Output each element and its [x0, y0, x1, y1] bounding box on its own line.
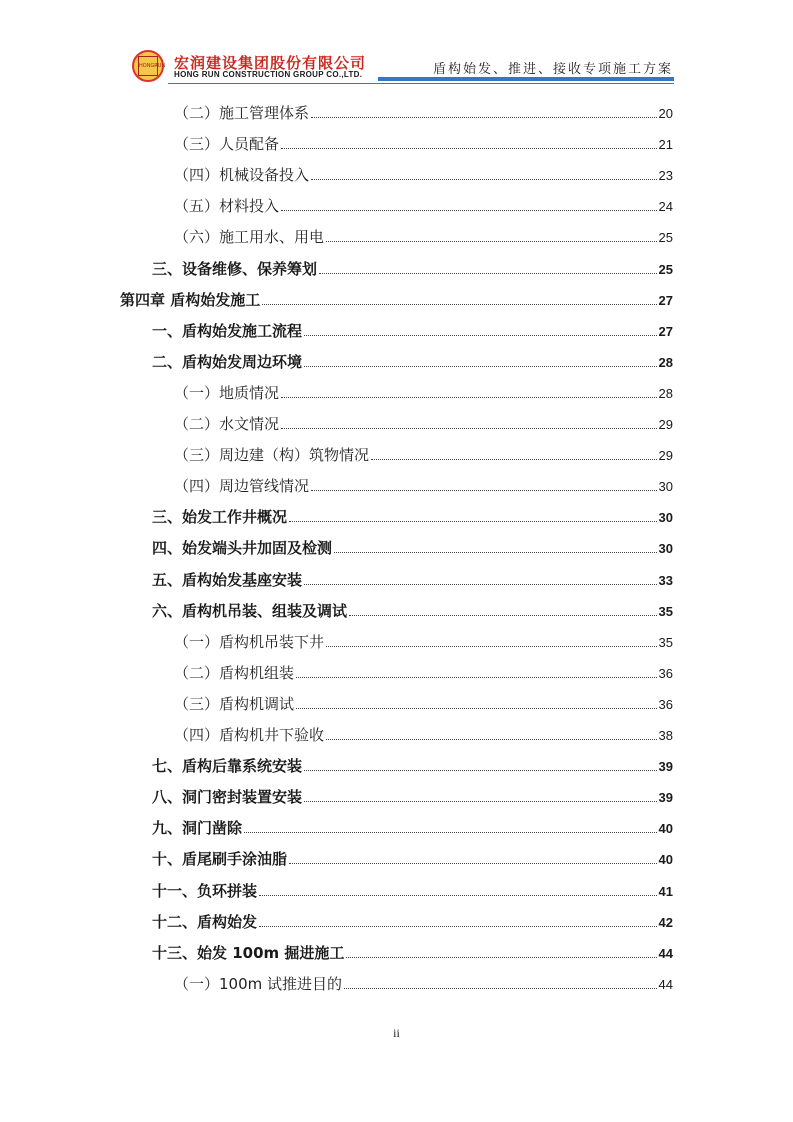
toc-entry[interactable] [0, 935, 793, 966]
toc-entry[interactable] [0, 313, 793, 344]
page-header [0, 0, 793, 100]
toc-entry[interactable] [0, 282, 793, 313]
toc-entry-label: 五、盾构始发基座安装 [152, 570, 303, 589]
toc-entry-line [152, 537, 673, 559]
toc-dot-leader [281, 210, 657, 211]
toc-entry-page: 44 [658, 945, 673, 961]
toc-entry[interactable] [0, 873, 793, 904]
toc-entry-label: （四）机械设备投入 [174, 166, 310, 185]
toc-entry-line [152, 786, 673, 808]
toc-dot-leader [296, 677, 657, 678]
toc-entry-page: 41 [658, 883, 673, 899]
toc-dot-leader [304, 584, 657, 585]
toc-dot-leader [289, 521, 657, 522]
toc-entry[interactable] [0, 126, 793, 157]
toc-entry-label: （四）周边管线情况 [174, 477, 310, 496]
toc-entry[interactable] [0, 95, 793, 126]
toc-entry[interactable] [0, 779, 793, 810]
toc-entry-page: 20 [658, 106, 673, 121]
toc-entry-page: 42 [658, 914, 673, 930]
toc-entry-label: （六）施工用水、用电 [174, 228, 325, 247]
toc-entry-label: 六、盾构机吊装、组装及调试 [152, 601, 348, 620]
toc-dot-leader [304, 770, 657, 771]
toc-entry-page: 29 [658, 448, 673, 464]
toc-dot-leader [371, 459, 657, 460]
toc-entry-page: 24 [658, 199, 673, 215]
toc-entry-line [120, 289, 673, 311]
toc-entry-page: 39 [658, 790, 673, 806]
toc-entry-line [174, 133, 673, 155]
toc-entry-page: 30 [658, 479, 673, 495]
toc-entry[interactable] [0, 344, 793, 375]
toc-entry-line [174, 444, 673, 466]
toc-entry-page: 23 [658, 168, 673, 184]
toc-entry-label: 八、洞门密封装置安装 [152, 788, 303, 807]
toc-entry[interactable] [0, 530, 793, 561]
toc-entry[interactable] [0, 841, 793, 872]
toc-entry-label: （五）材料投入 [174, 197, 280, 216]
toc-entry-line [174, 164, 673, 186]
toc-entry-label: 十一、负环拼装 [152, 881, 258, 900]
toc-dot-leader [319, 273, 657, 274]
toc-entry-label: （三）盾构机调试 [174, 694, 295, 713]
toc-entry-label: 十三、始发 100m 掘进施工 [152, 943, 345, 962]
toc-entry-page: 25 [658, 230, 673, 246]
toc-entry-line [152, 942, 673, 964]
toc-entry[interactable] [0, 655, 793, 686]
toc-entry-label: （三）周边建（构）筑物情况 [174, 446, 370, 465]
toc-entry[interactable] [0, 748, 793, 779]
toc-dot-leader [244, 832, 657, 833]
toc-entry[interactable] [0, 219, 793, 250]
toc-entry-line [174, 475, 673, 497]
toc-entry-page: 28 [658, 385, 673, 401]
page-number: ii [393, 1026, 400, 1040]
toc-dot-leader [304, 335, 657, 336]
toc-entry-line [174, 382, 673, 404]
toc-entry-line [174, 693, 673, 715]
toc-dot-leader [281, 148, 657, 149]
toc-dot-leader [281, 428, 657, 429]
toc-entry-page: 39 [658, 759, 673, 775]
toc-dot-leader [289, 863, 657, 864]
toc-dot-leader [349, 615, 657, 616]
toc-entry-page: 28 [658, 354, 673, 370]
toc-entry-label: 十二、盾构始发 [152, 912, 258, 931]
toc-entry-line [152, 600, 673, 622]
document-title: 盾构始发、推进、接收专项施工方案 [432, 62, 673, 77]
toc-entry-line [152, 506, 673, 528]
toc-entry-label: 四、始发端头井加固及检测 [152, 539, 333, 558]
toc-entry-line [152, 911, 673, 933]
toc-entry[interactable] [0, 904, 793, 935]
toc-entry-page: 38 [658, 728, 673, 743]
toc-entry-page: 30 [658, 510, 673, 526]
toc-entry-line [174, 195, 673, 217]
toc-dot-leader [326, 739, 657, 740]
toc-entry[interactable] [0, 157, 793, 188]
toc-dot-leader [296, 708, 657, 709]
toc-entry[interactable] [0, 251, 793, 282]
toc-entry[interactable] [0, 966, 793, 997]
toc-entry-line [174, 631, 673, 653]
toc-entry-page: 27 [658, 292, 673, 308]
toc-entry-line [152, 848, 673, 870]
toc-entry-label: （二）盾构机组装 [174, 663, 295, 682]
toc-entry-label: 十、盾尾刷手涂油脂 [152, 850, 288, 869]
toc-entry-page: 36 [658, 696, 673, 712]
toc-entry-page: 36 [658, 665, 673, 681]
toc-entry-page: 35 [658, 634, 673, 650]
toc-entry-line [152, 258, 673, 280]
toc-entry[interactable] [0, 375, 793, 406]
toc-entry-label: （三）人员配备 [174, 135, 280, 154]
toc-entry-page: 30 [658, 541, 673, 557]
toc-entry-line [174, 413, 673, 435]
toc-entry-page: 27 [658, 323, 673, 339]
toc-entry[interactable] [0, 717, 793, 748]
toc-entry-label: 七、盾构后靠系统安装 [152, 757, 303, 776]
toc-dot-leader [259, 926, 657, 927]
toc-entry[interactable] [0, 624, 793, 655]
logo-mark-text: HONGRUN [138, 56, 158, 76]
toc-dot-leader [311, 490, 657, 491]
toc-entry-label: （一）地质情况 [174, 383, 280, 402]
toc-entry-label: （一）盾构机吊装下井 [174, 632, 325, 651]
toc-entry-label: 一、盾构始发施工流程 [152, 321, 303, 340]
toc-entry-page: 40 [658, 852, 673, 868]
toc-entry-line [152, 569, 673, 591]
toc-entry-label: （二）水文情况 [174, 415, 280, 433]
toc-entry-line [152, 320, 673, 342]
toc-entry-label: （二）施工管理体系 [174, 104, 310, 122]
toc-entry-page: 44 [658, 976, 673, 992]
toc-dot-leader [326, 646, 657, 647]
toc-entry-label: 三、设备维修、保养筹划 [152, 259, 318, 278]
toc-entry-line [174, 226, 673, 248]
toc-entry-line [152, 817, 673, 839]
header-rule-thick [378, 77, 674, 81]
toc-entry-line [174, 973, 673, 995]
company-name-cn: 宏润建设集团股份有限公司 [174, 54, 367, 72]
toc-entry-label: 第四章 盾构始发施工 [120, 290, 261, 309]
toc-dot-leader [344, 988, 657, 989]
toc-entry[interactable] [0, 562, 793, 593]
toc-entry[interactable] [0, 188, 793, 219]
toc-entry-line [174, 724, 673, 746]
toc-entry-line [152, 880, 673, 902]
toc-entry-page: 35 [658, 603, 673, 619]
toc-entry[interactable] [0, 437, 793, 468]
toc-dot-leader [304, 801, 657, 802]
company-logo [132, 50, 164, 82]
toc-entry-label: 三、始发工作井概况 [152, 508, 288, 527]
toc-entry-label: 二、盾构始发周边环境 [152, 352, 303, 371]
toc-dot-leader [259, 895, 657, 896]
toc-entry-page: 40 [658, 821, 673, 837]
toc-entry-label: 九、洞门凿除 [152, 819, 243, 838]
toc-entry-line [152, 351, 673, 373]
toc-entry-page: 33 [658, 572, 673, 588]
toc-entry-label: （一）100m 试推进目的 [174, 974, 343, 993]
toc-entry-page: 29 [658, 417, 673, 432]
toc-entry[interactable] [0, 499, 793, 530]
company-name-en: HONG RUN CONSTRUCTION GROUP CO.,LTD. [174, 70, 363, 79]
toc-entry-page: 21 [658, 137, 673, 153]
toc-dot-leader [334, 552, 657, 553]
toc-dot-leader [262, 304, 656, 305]
toc-dot-leader [346, 957, 656, 958]
header-rule-thin [168, 83, 674, 84]
toc-entry-line [152, 755, 673, 777]
toc-dot-leader [326, 241, 657, 242]
toc-entry[interactable] [0, 686, 793, 717]
toc-entry[interactable] [0, 810, 793, 841]
toc-entry-page: 25 [658, 261, 673, 277]
toc-entry[interactable] [0, 593, 793, 624]
toc-entry-label: （四）盾构机井下验收 [174, 726, 325, 744]
toc-entry-line [174, 662, 673, 684]
toc-entry[interactable] [0, 406, 793, 437]
toc-entry[interactable] [0, 468, 793, 499]
toc-dot-leader [311, 117, 657, 118]
toc-entry-line [174, 102, 673, 124]
toc-dot-leader [311, 179, 657, 180]
toc-dot-leader [281, 397, 657, 398]
toc-dot-leader [304, 366, 657, 367]
